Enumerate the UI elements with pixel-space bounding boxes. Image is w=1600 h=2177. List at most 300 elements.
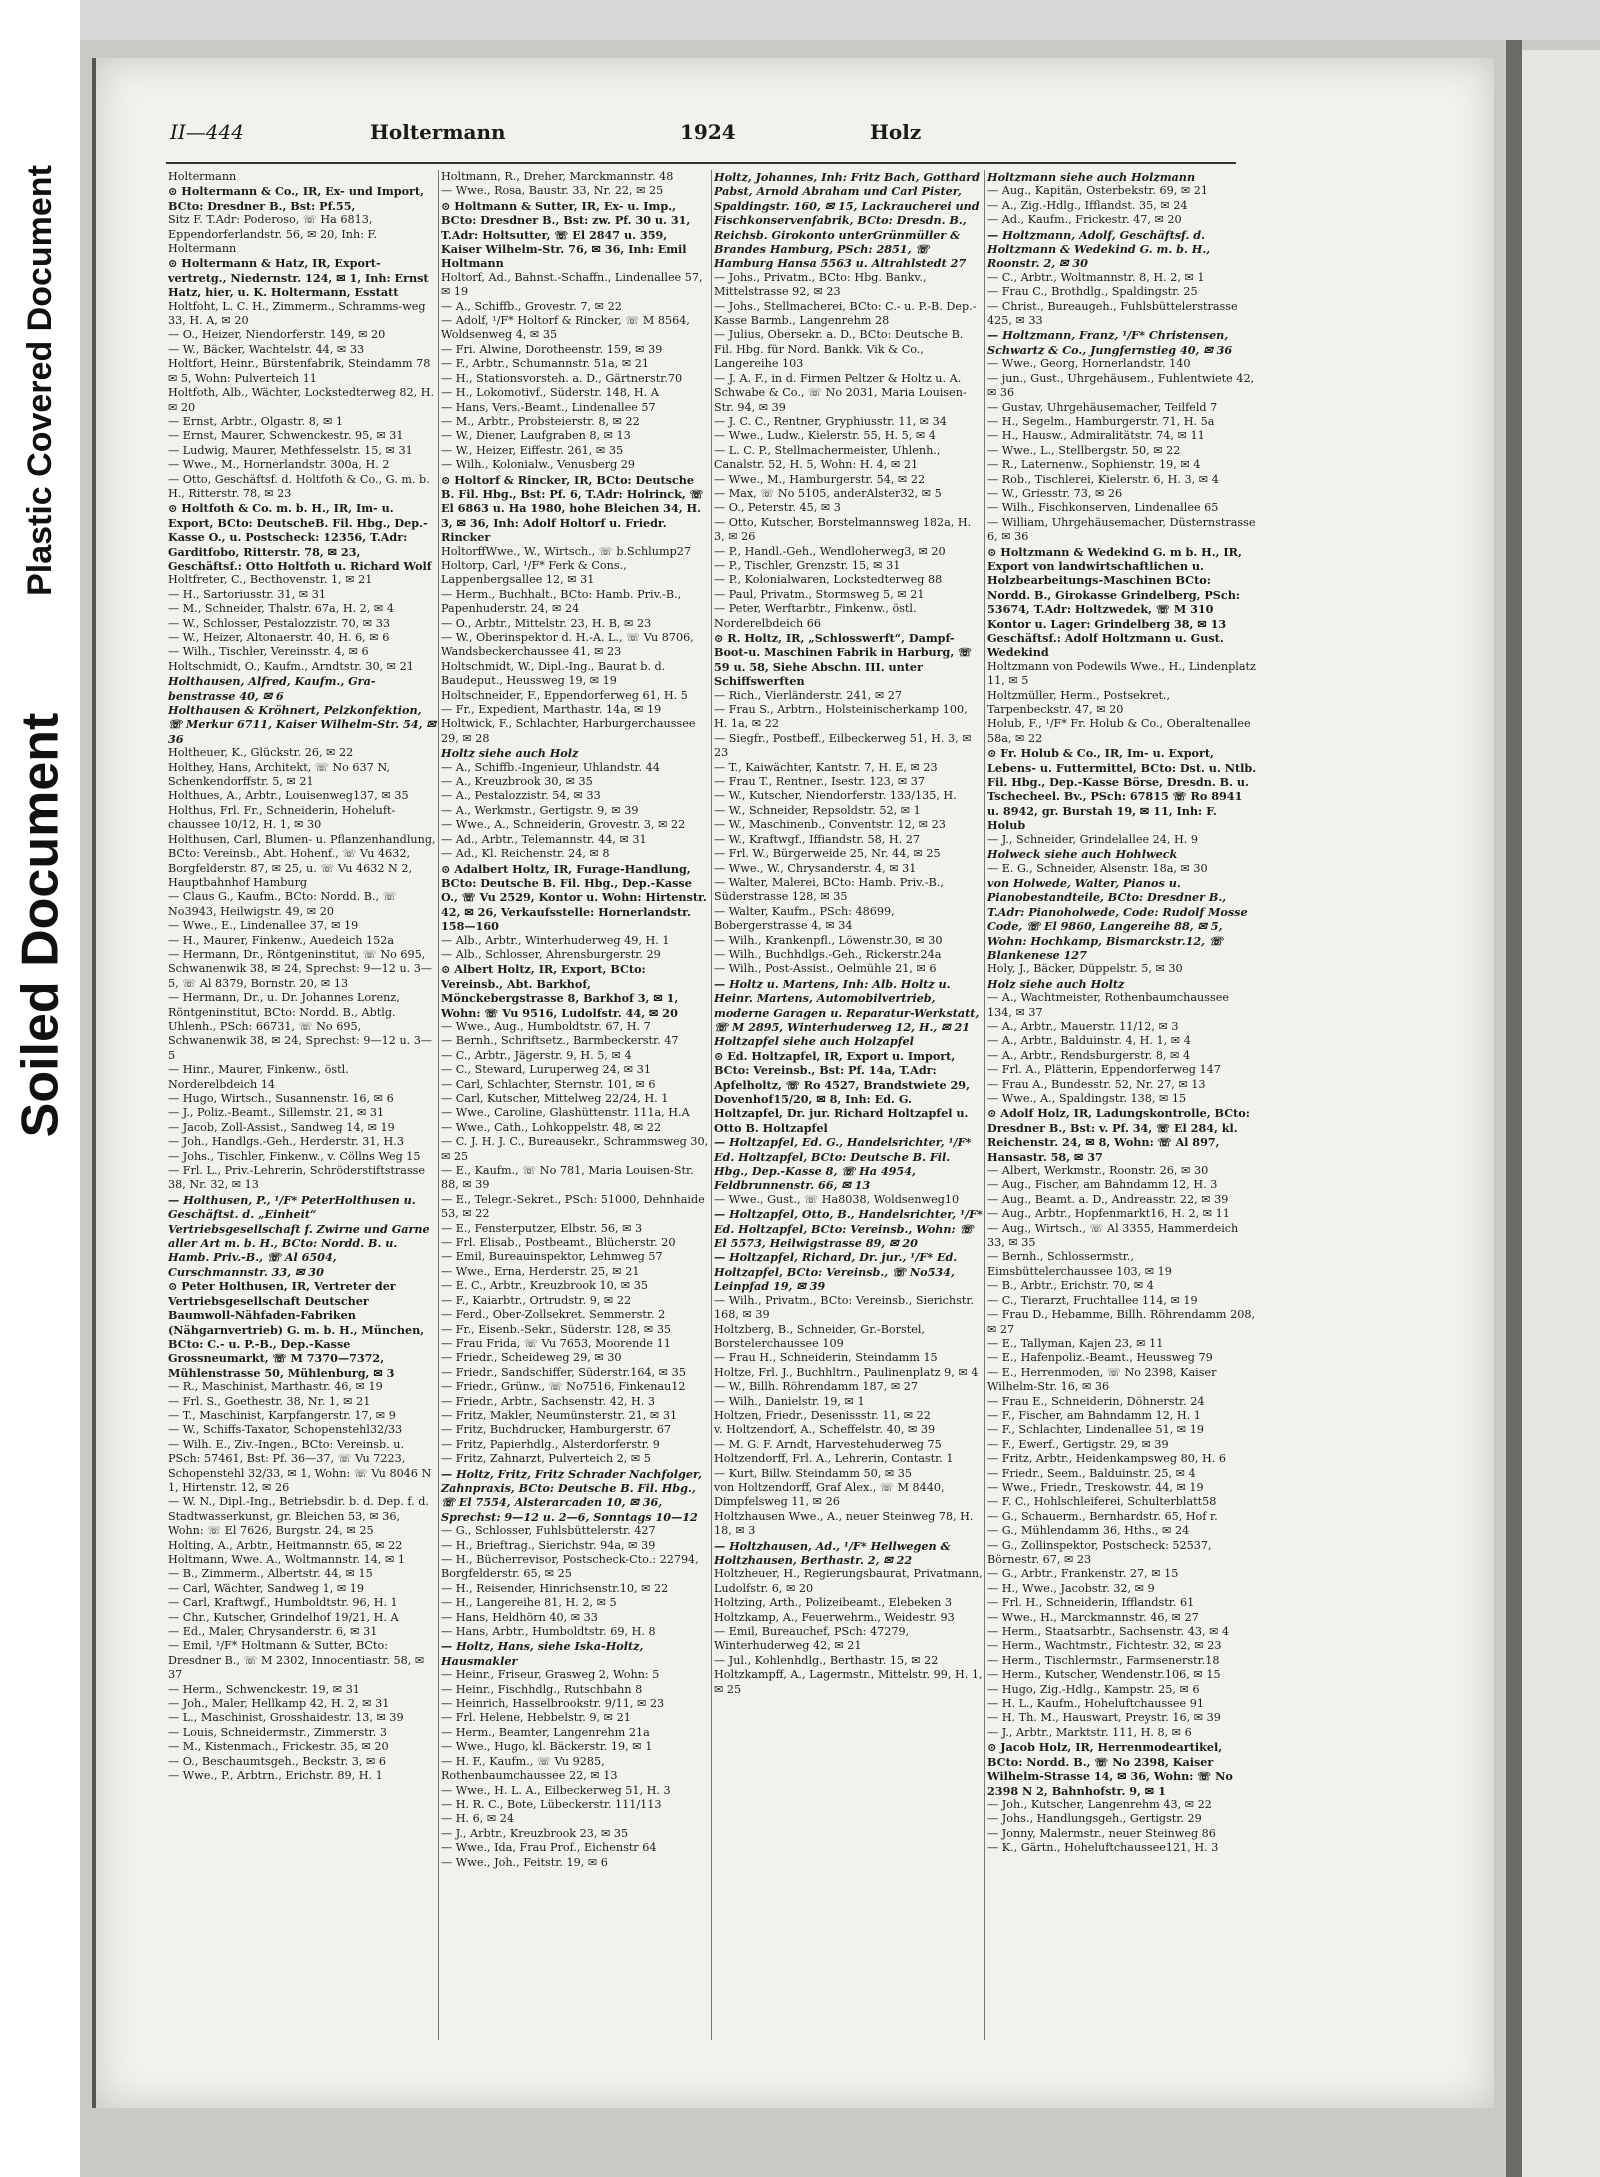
directory-entry: — W., Billh. Röhrendamm 187, ✉ 27 bbox=[714, 1380, 919, 1394]
directory-entry: — Hans, Arbtr., Humboldtstr. 69, H. 8 bbox=[441, 1625, 656, 1639]
directory-entry: — Frau H., Schneiderin, Steindamm 15 bbox=[714, 1351, 938, 1365]
directory-entry: — W., Heizer, Eiffestr. 261, ✉ 35 bbox=[441, 443, 624, 457]
directory-entry: — Fr., Expedient, Marthastr. 14a, ✉ 19 bbox=[441, 703, 662, 717]
directory-entry: Holtzmüller, Herm., Postsekret., Tarpenbeckstr. 47, ✉ 20 bbox=[987, 688, 1171, 717]
directory-entry: Sitz F. T.Adr: Poderoso, ☏ Ha 6813, Eppendorferlandstr. 56, ✉ 20, Inh: F. Holtermann bbox=[168, 213, 378, 256]
directory-entry: Holtfreter, C., Becthovenstr. 1, ✉ 21 bbox=[168, 573, 373, 587]
directory-entry: — H., Langereihe 81, H. 2, ✉ 5 bbox=[441, 1596, 617, 1610]
directory-entry: — William, Uhrgehäusemacher, Düsternstrasse 6, ✉ 36 bbox=[987, 515, 1256, 544]
directory-entry: — B., Zimmerm., Albertstr. 44, ✉ 15 bbox=[168, 1567, 373, 1581]
header-left-word: Holtermann bbox=[370, 120, 506, 144]
directory-entry: — Aug., Kapitän, Osterbekstr. 69, ✉ 21 bbox=[987, 184, 1209, 198]
directory-entry: — Frl. H., Schneiderin, Ifflandstr. 61 bbox=[987, 1596, 1195, 1610]
directory-entry: Holtzmann von Podewils Wwe., H., Lindenplatz 11, ✉ 5 bbox=[987, 659, 1256, 688]
directory-entry: Holtzing, Arth., Polizeibeamt., Elebeken 3 bbox=[714, 1596, 953, 1610]
directory-entry: v. Holtzendorf, A., Scheffelstr. 40, ✉ 39 bbox=[714, 1423, 936, 1437]
directory-entry: — Hinr., Maurer, Finkenw., östl. Norderelbdeich 14 bbox=[168, 1063, 349, 1091]
directory-entry: — Ernst, Maurer, Schwenckestr. 95, ✉ 31 bbox=[168, 429, 404, 443]
directory-entry: — J., Arbtr., Kreuzbrook 23, ✉ 35 bbox=[441, 1826, 629, 1840]
directory-entry: Holthusen, Carl, Blumen- u. Pflanzenhandlung, BCto: Vereinsb., Abt. Hohenf., ☏ Vu 4632, Borgfelderstr. 87, ✉ 25, u. ☏ Vu 4632 N 2, Hauptbahnhof Hamburg bbox=[168, 832, 436, 889]
directory-entry: — Wwe., Ida, Frau Prof., Eichenstr 64 bbox=[441, 1841, 657, 1855]
directory-entry: — Hans, Heldhörn 40, ✉ 33 bbox=[441, 1610, 598, 1624]
directory-entry: — J., Poliz.-Beamt., Sillemstr. 21, ✉ 31 bbox=[168, 1106, 385, 1120]
directory-entry: — Herm., Beamter, Langenrehm 21a bbox=[441, 1725, 650, 1739]
directory-entry: Holtzmann siehe auch Holzmann bbox=[987, 170, 1196, 184]
directory-entry: von Holtzendorff, Graf Alex., ☏ M 8440, Dimpfelsweg 11, ✉ 26 bbox=[714, 1480, 945, 1509]
directory-page bbox=[92, 58, 1494, 2108]
book-gutter bbox=[1506, 40, 1522, 2177]
directory-entry: — Carl, Schlachter, Sternstr. 101, ✉ 6 bbox=[441, 1077, 656, 1091]
directory-entry: — Wwe., Ludw., Kielerstr. 55, H. 5, ✉ 4 bbox=[714, 429, 936, 443]
directory-entry: — Wwe., Hugo, kl. Bäckerstr. 19, ✉ 1 bbox=[441, 1740, 653, 1754]
directory-entry: — Gustav, Uhrgehäusemacher, Teilfeld 7 bbox=[987, 400, 1218, 414]
directory-entry: Holthausen, Alfred, Kaufm., Gra-benstrasse 40, ✉ 6 bbox=[168, 674, 376, 703]
header-year: 1924 bbox=[680, 120, 736, 144]
directory-entry: — W., Diener, Laufgraben 8, ✉ 13 bbox=[441, 429, 631, 443]
directory-entry: — Wilh. E., Ziv.-Ingen., BCto: Vereinsb. u. PSch: 57461, Bst: Pf. 36—37, ☏ Vu 7223, Schopenstehl 32/33, ✉ 1, Wohn: ☏ Vu 8046 N 1, Hirtenstr. 12, ✉ 26 bbox=[168, 1437, 432, 1494]
directory-entry: — Friedr., Grünw., ☏ No7516, Finkenau12 bbox=[441, 1380, 686, 1394]
directory-entry: — Holtzmann, Adolf, Geschäftsf. d. Holtzmann & Wedekind G. m. b. H., Roonstr. 2, ✉ 30 bbox=[987, 227, 1211, 271]
directory-entry: — Herm., Buchhalt., BCto: Hamb. Priv.-B., Papenhuderstr. 24, ✉ 24 bbox=[441, 587, 682, 616]
directory-entry: — Hans, Vers.-Beamt., Lindenallee 57 bbox=[441, 400, 656, 414]
directory-entry: — H., Brieftrag., Sierichstr. 94a, ✉ 39 bbox=[441, 1538, 656, 1552]
directory-entry: — Wwe., Rosa, Baustr. 33, Nr. 22, ✉ 25 bbox=[441, 184, 664, 198]
directory-entry: — A., Arbtr., Rendsburgerstr. 8, ✉ 4 bbox=[987, 1048, 1191, 1062]
directory-entry: — E., Fensterputzer, Elbstr. 56, ✉ 3 bbox=[441, 1221, 643, 1235]
directory-entry: — E., Telegr.-Sekret., PSch: 51000, Dehnhaide 53, ✉ 22 bbox=[441, 1192, 705, 1221]
directory-entry: — Heinr., Fischhdlg., Rutschbahn 8 bbox=[441, 1682, 643, 1696]
directory-entry: — Hugo, Zig.-Hdlg., Kampstr. 25, ✉ 6 bbox=[987, 1682, 1200, 1696]
directory-entry: — Peter, Werftarbtr., Finkenw., östl. Norderelbdeich 66 bbox=[714, 602, 917, 630]
directory-entry: — Joh., Maler, Hellkamp 42, H. 2, ✉ 31 bbox=[168, 1697, 390, 1711]
directory-entry: — W., Bäcker, Wachtelstr. 44, ✉ 33 bbox=[168, 342, 365, 356]
directory-entry: — Wwe., Georg, Hornerlandstr. 140 bbox=[987, 357, 1191, 371]
directory-entry: — O., Peterstr. 45, ✉ 3 bbox=[714, 501, 841, 515]
directory-entry: ⊙ Holtfoth & Co. m. b. H., IR, Im- u. Export, BCto: DeutscheB. Fil. Hbg., Dep.-Kasse O., u. Postscheck: 12356, T.Adr: Garditfobo, Ritterstr. 78, ✉ 23, Geschäftsf.: Otto Holtfoth u. Richard Wolf bbox=[168, 501, 432, 573]
directory-entry: — Holtzmann, Franz, ¹/F* Christensen, Schwartz & Co., Jungfernstieg 40, ✉ 36 bbox=[987, 328, 1233, 357]
stamp-plastic-covered-text: Plastic Covered Document bbox=[20, 164, 59, 596]
directory-entry: — Alb., Arbtr., Winterhuderweg 49, H. 1 bbox=[441, 933, 670, 947]
entries-column-1 bbox=[168, 170, 438, 2050]
directory-entry: — Adolf, ¹/F* Holtorf & Rincker, ☏ M 8564, Woldsenweg 4, ✉ 35 bbox=[441, 314, 690, 342]
directory-entry: Holtorf, Ad., Bahnst.-Schaffn., Lindenallee 57, ✉ 19 bbox=[441, 270, 703, 299]
directory-entry: — Jonny, Malermstr., neuer Steinweg 86 bbox=[987, 1826, 1216, 1840]
directory-entry: — Walter, Kaufm., PSch: 48699, Bobergerstrasse 4, ✉ 34 bbox=[714, 904, 895, 933]
directory-entry: Holtzheuer, H., Regierungsbaurat, Privatmann, Ludolfstr. 6, ✉ 20 bbox=[714, 1567, 983, 1595]
directory-entry: — Frl. A., Plätterin, Eppendorferweg 147 bbox=[987, 1063, 1221, 1077]
directory-entry: — Carl, Wächter, Sandweg 1, ✉ 19 bbox=[168, 1581, 365, 1595]
directory-entry: — O., Heizer, Niendorferstr. 149, ✉ 20 bbox=[168, 328, 386, 342]
header-rule bbox=[166, 162, 1236, 164]
directory-entry: — Wwe., Caroline, Glashüttenstr. 111a, H.A bbox=[441, 1106, 690, 1120]
directory-entry: — Frau D., Hebamme, Billh. Röhrendamm 208, ✉ 27 bbox=[987, 1308, 1256, 1336]
directory-entry: — Bernh., Schlossermstr., Eimsbüttelerchaussee 103, ✉ 19 bbox=[987, 1250, 1172, 1278]
directory-entry: — W., Oberinspektor d. H.-A. L., ☏ Vu 8706, Wandsbeckerchaussee 41, ✉ 23 bbox=[441, 631, 694, 659]
directory-entry: — Wilh., Krankenpfl., Löwenstr.30, ✉ 30 bbox=[714, 933, 943, 947]
directory-entry: — Wwe., L., Stellbergstr. 50, ✉ 22 bbox=[987, 443, 1181, 457]
directory-entry: — Wwe., A., Schneiderin, Grovestr. 3, ✉ 22 bbox=[441, 818, 686, 832]
directory-entry: — Claus G., Kaufm., BCto: Nordd. B., ☏ No3943, Heilwigstr. 49, ✉ 20 bbox=[168, 890, 397, 918]
directory-entry: Holtwick, F., Schlachter, Harburgerchaussee 29, ✉ 28 bbox=[441, 717, 696, 745]
directory-entry: — Friedr., Arbtr., Sachsenstr. 42, H. 3 bbox=[441, 1394, 656, 1408]
directory-entry: — G., Schlosser, Fuhlsbüttelerstr. 427 bbox=[441, 1524, 656, 1538]
directory-entry: — H., Bücherrevisor, Postscheck-Cto.: 22794, Borgfelderstr. 65, ✉ 25 bbox=[441, 1553, 699, 1581]
directory-entry: — M., Schneider, Thalstr. 67a, H. 2, ✉ 4 bbox=[168, 602, 394, 616]
directory-entry: HoltorffWwe., W., Wirtsch., ☏ b.Schlump27 bbox=[441, 544, 691, 558]
column-divider bbox=[984, 170, 985, 2040]
directory-entry: — Wwe., Erna, Herderstr. 25, ✉ 21 bbox=[441, 1264, 640, 1278]
directory-entry: — Alb., Schlosser, Ahrensburgerstr. 29 bbox=[441, 947, 661, 961]
directory-entry: — Jacob, Zoll-Assist., Sandweg 14, ✉ 19 bbox=[168, 1120, 395, 1134]
directory-entry: — Aug., Beamt. a. D., Andreasstr. 22, ✉ 39 bbox=[987, 1192, 1229, 1206]
directory-entry: — J. C. C., Rentner, Gryphiusstr. 11, ✉ 34 bbox=[714, 414, 947, 428]
directory-entry: — Frau C., Brothdlg., Spaldingstr. 25 bbox=[987, 285, 1198, 299]
directory-entry: Holtmann, Wwe. A., Woltmannstr. 14, ✉ 1 bbox=[168, 1553, 406, 1566]
directory-entry: — W., Kraftwgf., Iffiandstr. 58, H. 27 bbox=[714, 832, 921, 846]
directory-entry: — Johs., Stellmacherei, BCto: C.- u. P.-B. Dep.-Kasse Barmb., Langenrehm 28 bbox=[714, 299, 977, 328]
entries-column-3 bbox=[714, 170, 984, 2050]
directory-entry: — Wilh., Kolonialw., Venusberg 29 bbox=[441, 458, 636, 472]
directory-entry: — J., Arbtr., Marktstr. 111, H. 8, ✉ 6 bbox=[987, 1725, 1192, 1739]
directory-entry: — Frau S., Arbtrn., Holsteinischerkamp 100, H. 1a, ✉ 22 bbox=[714, 703, 968, 731]
directory-entry: — A., Werkmstr., Gertigstr. 9, ✉ 39 bbox=[441, 803, 639, 817]
directory-entry: — A., Zig.-Hdlg., Ifflandst. 35, ✉ 24 bbox=[987, 198, 1188, 212]
directory-entry: — Johs., Privatm., BCto: Hbg. Bankv., Mittelstrasse 92, ✉ 23 bbox=[714, 270, 927, 299]
directory-entry: — H. Th. M., Hauswart, Preystr. 16, ✉ 39 bbox=[987, 1711, 1221, 1725]
directory-entry: — Wilh., Post-Assist., Oelmühle 21, ✉ 6 bbox=[714, 962, 937, 976]
directory-entry: — Chr., Kutscher, Grindelhof 19/21, H. A bbox=[168, 1610, 399, 1624]
directory-entry: — Bernh., Schriftsetz., Barmbeckerstr. 47 bbox=[441, 1034, 679, 1048]
directory-entry: — Christ., Bureaugeh., Fuhlsbüttelerstrasse 425, ✉ 33 bbox=[987, 299, 1238, 328]
directory-entry: — Frl. W., Bürgerweide 25, Nr. 44, ✉ 25 bbox=[714, 847, 941, 861]
directory-entry: — Holtz, Fritz, Fritz Schrader Nachfolger, Zahnpraxis, BCto: Deutsche B. Fil. Hbg., ☏ El 7554, Alsterarcaden 10, ✉ 36, Sprechst: 9—12 u. 2—6, Sonntags 10—12 bbox=[441, 1466, 702, 1524]
directory-entry: — Johs., Handlungsgeh., Gertigstr. 29 bbox=[987, 1812, 1202, 1826]
directory-entry: — W. N., Dipl.-Ing., Betriebsdir. b. d. Dep. f. d. Stadtwasserkunst, gr. Bleichen 53, ✉ 36, Wohn: ☏ El 7626, Burgstr. 24, ✉ 25 bbox=[168, 1495, 429, 1538]
directory-entry: — Holtzapfel, Ed. G., Handelsrichter, ¹/F* Ed. Holtzapfel, BCto: Deutsche B. Fil. Hbg., Dep.-Kasse 8, ☏ Ha 4954, Feldbrunnenstr. 66, ✉ 13 bbox=[714, 1135, 972, 1193]
directory-entry: — O., Beschaumtsgeh., Beckstr. 3, ✉ 6 bbox=[168, 1754, 386, 1768]
directory-entry: Holtermann bbox=[168, 170, 237, 183]
directory-entry: — Friedr., Scheideweg 29, ✉ 30 bbox=[441, 1351, 622, 1365]
directory-entry: — C., Arbtr., Jägerstr. 9, H. 5, ✉ 4 bbox=[441, 1048, 632, 1062]
directory-entry: — Heinrich, Hasselbrookstr. 9/11, ✉ 23 bbox=[441, 1697, 665, 1711]
directory-entry: — Aug., Fischer, am Bahndamm 12, H. 3 bbox=[987, 1178, 1218, 1192]
directory-entry: — H. F., Kaufm., ☏ Vu 9285, Rothenbaumchaussee 22, ✉ 13 bbox=[441, 1754, 618, 1783]
directory-entry: — P., Tischler, Grenzstr. 15, ✉ 31 bbox=[714, 558, 901, 572]
directory-entry: Holtfoth, Alb., Wächter, Lockstedterweg 82, H. ✉ 20 bbox=[168, 386, 435, 414]
directory-entry: — Aug., Arbtr., Hopfenmarkt16, H. 2, ✉ 11 bbox=[987, 1207, 1230, 1221]
directory-entry: — Holtzapfel, Otto, B., Handelsrichter, ¹/F* Ed. Holtzapfel, BCto: Vereinsb., Wohn: ☏ El 5573, Heilwigstrasse 89, ✉ 20 bbox=[714, 1207, 983, 1251]
directory-entry: — Frl. L., Priv.-Lehrerin, Schröderstiftstrasse 38, Nr. 32, ✉ 13 bbox=[168, 1164, 426, 1192]
directory-entry: — Walter, Malerei, BCto: Hamb. Priv.-B., Süderstrasse 128, ✉ 35 bbox=[714, 875, 944, 904]
directory-entry: — Herm., Kutscher, Wendenstr.106, ✉ 15 bbox=[987, 1668, 1221, 1682]
directory-entry: — Wilh., Danielstr. 19, ✉ 1 bbox=[714, 1394, 865, 1408]
directory-entry: Holtzendorff, Frl. A., Lehrerin, Contastr. 1 bbox=[714, 1452, 954, 1466]
directory-entry: — Holtzapfel, Richard, Dr. jur., ¹/F* Ed. Holtzapfel, BCto: Vereinsb., ☏ No534, Leinpfad 19, ✉ 39 bbox=[714, 1250, 958, 1294]
directory-entry: — Friedr., Seem., Balduinstr. 25, ✉ 4 bbox=[987, 1466, 1196, 1480]
directory-entry: — Otto, Kutscher, Borstelmannsweg 182a, H. 3, ✉ 26 bbox=[714, 515, 972, 544]
directory-entry: — Wwe., Friedr., Treskowstr. 44, ✉ 19 bbox=[987, 1480, 1204, 1494]
directory-entry: ⊙ Holtermann & Hatz, IR, Export-vertretg., Niedernstr. 124, ✉ 1, Inh: Ernst Hatz, hier, u. K. Holtermann, Esstatt bbox=[168, 256, 429, 300]
directory-entry: — H., Hausw., Admiralitätstr. 74, ✉ 11 bbox=[987, 429, 1205, 443]
directory-entry: Holtfoht, L. C. H., Zimmerm., Schramms-weg 33, H. A, ✉ 20 bbox=[168, 299, 426, 328]
directory-entry: — E. G., Schneider, Alsenstr. 18a, ✉ 30 bbox=[987, 861, 1208, 875]
directory-entry: — G., Schauerm., Bernhardstr. 65, Hof r. bbox=[987, 1509, 1218, 1523]
directory-entry: — G., Mühlendamm 36, Hths., ✉ 24 bbox=[987, 1524, 1190, 1538]
directory-entry: — K., Gärtn., Hoheluftchaussee121, H. 3 bbox=[987, 1841, 1219, 1855]
directory-entry: — Frl. S., Goethestr. 38, Nr. 1, ✉ 21 bbox=[168, 1394, 371, 1408]
directory-entry: ⊙ Holtorf & Rincker, IR, BCto: Deutsche B. Fil. Hbg., Bst: Pf. 6, T.Adr: Holrinck, ☏ El 6863 u. Ha 1980, hohe Bleichen 34, H. 3, ✉ 36, Inh: Adolf Holtorf u. Friedr. Rincker bbox=[441, 472, 704, 545]
directory-entry: — Fritz, Buchdrucker, Hamburgerstr. 67 bbox=[441, 1423, 672, 1437]
directory-entry: — Wwe., Cath., Lohkoppelstr. 48, ✉ 22 bbox=[441, 1120, 662, 1134]
directory-entry: — M., Kistenmach., Frickestr. 35, ✉ 20 bbox=[168, 1740, 389, 1754]
directory-entry: ⊙ Fr. Holub & Co., IR, Im- u. Export, Lebens- u. Futtermittel, BCto: Dst. u. Ntlb. Fil. Hbg., Dep.-Kasse Börse, Dresdn. B. u. Tschecheel. Bv., PSch: 67815 ☏ Ro 8941 u. 8942, gr. Burstah 19, ✉ 11, Inh: F. Holub bbox=[987, 746, 1257, 833]
directory-entry: — Wwe., P., Arbtrn., Erichstr. 89, H. 1 bbox=[168, 1769, 383, 1783]
directory-entry: — Wilh., Privatm., BCto: Vereinsb., Sierichstr. 168, ✉ 39 bbox=[714, 1293, 975, 1322]
directory-entry: — W., Schlosser, Pestalozzistr. 70, ✉ 33 bbox=[168, 616, 390, 630]
directory-entry: Holtorp, Carl, ¹/F* Ferk & Cons., Lappenbergsallee 12, ✉ 31 bbox=[441, 558, 627, 587]
directory-entry: — Hermann, Dr., Röntgeninstitut, ☏ No 695, Schwanenwik 38, ✉ 24, Sprechst: 9—12 u. 3—5, ☏ Al 8379, Bornstr. 20, ✉ 13 bbox=[168, 947, 433, 990]
directory-entry: — W., Maschinenb., Conventstr. 12, ✉ 23 bbox=[714, 818, 946, 832]
directory-entry: ⊙ Albert Holtz, IR, Export, BCto: Vereinsb., Abt. Barkhof, Mönckebergstrasse 8, Barkhof 3, ✉ 1, Wohn: ☏ Vu 9516, Ludolfstr. 44, ✉ 20 bbox=[441, 962, 679, 1020]
directory-entry: — Frl. Helene, Hebbelstr. 9, ✉ 21 bbox=[441, 1711, 631, 1725]
directory-entry: — Emil, Bureauinspektor, Lehmweg 57 bbox=[441, 1250, 663, 1264]
directory-entry: — H. 6, ✉ 24 bbox=[441, 1812, 515, 1826]
directory-entry: — Wwe., H., Marckmannstr. 46, ✉ 27 bbox=[987, 1610, 1199, 1624]
directory-entry: — R., Maschinist, Marthastr. 46, ✉ 19 bbox=[168, 1380, 383, 1394]
directory-entry: Holtze, Frl. J., Buchhltrn., Paulinenplatz 9, ✉ 4 bbox=[714, 1365, 979, 1379]
directory-entry: — G., Arbtr., Frankenstr. 27, ✉ 15 bbox=[987, 1567, 1179, 1581]
directory-entry: — C., Arbtr., Woltmannstr. 8, H. 2, ✉ 1 bbox=[987, 270, 1205, 284]
directory-entry: — Wwe., M., Hamburgerstr. 54, ✉ 22 bbox=[714, 472, 926, 486]
directory-entry: ⊙ Adalbert Holtz, IR, Furage-Handlung, BCto: Deutsche B. Fil. Hbg., Dep.-Kasse O., ☏ Vu 2529, Kontor u. Wohn: Hirtenstr. 42, ✉ 26, Verkaufsstelle: Hornerlandstr. 158—160 bbox=[441, 861, 707, 934]
directory-entry: — Paul, Privatm., Stormsweg 5, ✉ 21 bbox=[714, 587, 925, 601]
directory-entry: — H. R. C., Bote, Lübeckerstr. 111/113 bbox=[441, 1797, 662, 1811]
directory-entry: — W., Schiffs-Taxator, Schopenstehl32/33 bbox=[168, 1423, 403, 1437]
directory-entry: ⊙ Adolf Holz, IR, Ladungskontrolle, BCto: Dresdner B., Bst: v. Pf. 34, ☏ El 284, kl. Reichenstr. 24, ✉ 8, Wohn: ☏ Al 897, Hansastr. 58, ✉ 37 bbox=[987, 1106, 1250, 1164]
entries-column-4 bbox=[987, 170, 1257, 2050]
directory-entry: Holtz siehe auch Holz bbox=[441, 746, 579, 761]
directory-entry: — Ed., Maler, Chrysanderstr. 6, ✉ 31 bbox=[168, 1625, 378, 1639]
directory-entry: — Wwe., Aug., Humboldtstr. 67, H. 7 bbox=[441, 1019, 651, 1033]
entries-column-2 bbox=[441, 170, 711, 2050]
directory-entry: — Holthusen, P., ¹/F* PeterHolthusen u. Geschäftst. d. „Einheit“ Vertriebsgesellschaft f. Zwirne und Garne aller Art m. b. H., BCto: Nordd. B. u. Hamb. Priv.-B., ☏ Al 6504, Curschmannstr. 33, ✉ 30 bbox=[168, 1192, 430, 1279]
directory-entry: — Julius, Obersekr. a. D., BCto: Deutsche B. Fil. Hbg. für Nord. Bankk. Vik & Co., Langereihe 103 bbox=[714, 328, 964, 371]
directory-entry: ⊙ Holtermann & Co., IR, Ex- und Import, BCto: Dresdner B., Bst: Pf.55, bbox=[168, 184, 424, 213]
directory-entry: Holtschmidt, W., Dipl.-Ing., Baurat b. d. Baudeput., Heussweg 19, ✉ 19 bbox=[441, 659, 666, 688]
directory-entry: — E., Hafenpoliz.-Beamt., Heussweg 79 bbox=[987, 1351, 1213, 1365]
directory-entry: Holting, A., Arbtr., Heitmannstr. 65, ✉ 22 bbox=[168, 1538, 403, 1552]
directory-entry: Holtzberg, B., Schneider, Gr.-Borstel, Borstelerchaussee 109 bbox=[714, 1322, 925, 1350]
directory-entry: — E. C., Arbtr., Kreuzbrook 10, ✉ 35 bbox=[441, 1279, 648, 1293]
directory-entry: — E., Herrenmoden, ☏ No 2398, Kaiser Wilhelm-Str. 16, ✉ 36 bbox=[987, 1365, 1217, 1394]
directory-entry: — Holtz u. Martens, Inh: Alb. Holtz u. Heinr. Martens, Automobilvertrieb, moderne Garagen u. Reparatur-Werkstatt, ☏ M 2895, Winterhuderweg 12, H., ✉ 21 bbox=[714, 976, 980, 1034]
stamp-soiled bbox=[10, 690, 70, 1160]
directory-entry: — P., Handl.-Geh., Wendloherweg3, ✉ 20 bbox=[714, 544, 946, 558]
directory-entry: — Fritz, Makler, Neumünsterstr. 21, ✉ 31 bbox=[441, 1408, 678, 1422]
directory-entry: — Wwe., W., Chrysanderstr. 4, ✉ 31 bbox=[714, 861, 917, 875]
directory-entry: Holthausen & Kröhnert, Pelzkonfektion, ☏ Merkur 6711, Kaiser Wilhelm-Str. 54, ✉ 36 bbox=[168, 703, 436, 746]
directory-entry: — A., Kreuzbrook 30, ✉ 35 bbox=[441, 775, 593, 789]
directory-entry: — Fr., Eisenb.-Sekr., Süderstr. 128, ✉ 35 bbox=[441, 1322, 672, 1336]
directory-entry: — A., Arbtr., Balduinstr. 4, H. 1, ✉ 4 bbox=[987, 1034, 1191, 1048]
directory-entry: — H., Stationsvorsteh. a. D., Gärtnerstr.70 bbox=[441, 371, 683, 385]
directory-entry: Holtschneider, F., Eppendorferweg 61, H. 5 bbox=[441, 688, 688, 702]
directory-entry: — T., Kaiwächter, Kantstr. 7, H. E, ✉ 23 bbox=[714, 760, 938, 774]
directory-entry: ⊙ Ed. Holtzapfel, IR, Export u. Import, BCto: Vereinsb., Bst: Pf. 14a, T.Adr: Apfelholtz, ☏ Ro 4527, Brandstwiete 29, Dovenhof15/20, ✉ 8, Inh: Ed. G. Holtzapfel, Dr. jur. Richard Holtzapfel u. Otto B. Holtzapfel bbox=[714, 1048, 970, 1135]
directory-entry: — Emil, Bureauchef, PSch: 47279, Winterhuderweg 42, ✉ 21 bbox=[714, 1625, 910, 1653]
directory-entry: — Otto, Geschäftsf. d. Holtfoth & Co., G. m. b. H., Ritterstr. 78, ✉ 23 bbox=[168, 472, 430, 500]
directory-entry: — H., Wwe., Jacobstr. 32, ✉ 9 bbox=[987, 1581, 1155, 1595]
directory-entry: — Carl, Kutscher, Mittelweg 22/24, H. 1 bbox=[441, 1092, 669, 1105]
directory-entry: — Ad., Arbtr., Telemannstr. 44, ✉ 31 bbox=[441, 832, 647, 846]
directory-entry: — O., Arbtr., Mittelstr. 23, H. B, ✉ 23 bbox=[441, 616, 652, 630]
directory-entry: — A., Pestalozzistr. 54, ✉ 33 bbox=[441, 789, 601, 803]
directory-entry: — Fritz, Papierhdlg., Alsterdorferstr. 9 bbox=[441, 1437, 660, 1451]
directory-entry: — Friedr., Sandschiffer, Süderstr.164, ✉ 35 bbox=[441, 1365, 686, 1379]
directory-entry: — Holtz, Hans, siehe Iska-Holtz, Hausmakler bbox=[441, 1639, 644, 1668]
directory-entry: — C., Steward, Luruperweg 24, ✉ 31 bbox=[441, 1063, 651, 1077]
directory-entry: — H., Maurer, Finkenw., Auedeich 152a bbox=[168, 933, 395, 947]
directory-entry: — Ad., Kaufm., Frickestr. 47, ✉ 20 bbox=[987, 213, 1182, 227]
directory-entry: — A., Arbtr., Mauerstr. 11/12, ✉ 3 bbox=[987, 1019, 1179, 1033]
directory-entry: — Frau T., Rentner., Isestr. 123, ✉ 37 bbox=[714, 775, 926, 789]
directory-entry: — W., Schneider, Repsoldstr. 52, ✉ 1 bbox=[714, 803, 921, 817]
directory-entry: — F., Schlachter, Lindenallee 51, ✉ 19 bbox=[987, 1423, 1204, 1437]
directory-entry: — A., Wachtmeister, Rothenbaumchaussee 134, ✉ 37 bbox=[987, 991, 1229, 1019]
directory-entry: — Rob., Tischlerei, Kielerstr. 6, H. 3, ✉ 4 bbox=[987, 472, 1219, 486]
directory-entry: Holtz, Johannes, Inh: Fritz Bach, Gotthard Pabst, Arnold Abraham und Carl Pister, Spaldingstr. 160, ✉ 15, Lackraucherei und Fischkonservenfabrik, BCto: Dresdn. B., Reichsb. Girokonto unterGrünmüller & Brandes Hamburg, PSch: 2851, ☏ Hamburg Hansa 5563 u. Altrahlstedt 27 bbox=[714, 170, 980, 271]
directory-entry: — H., Lokomotivf., Süderstr. 148, H. A bbox=[441, 386, 659, 400]
directory-entry: — Albert, Werkmstr., Roonstr. 26, ✉ 30 bbox=[987, 1164, 1209, 1178]
directory-entry: Holtfort, Heinr., Bürstenfabrik, Steindamm 78 ✉ 5, Wohn: Pulverteich 11 bbox=[168, 357, 431, 385]
directory-entry: Holy, J., Bäcker, Düppelstr. 5, ✉ 30 bbox=[987, 962, 1183, 976]
directory-entry: — F., Arbtr., Schumannstr. 51a, ✉ 21 bbox=[441, 357, 649, 371]
stamp-soiled-text: Soiled Document bbox=[11, 712, 69, 1138]
adjacent-page bbox=[1522, 50, 1600, 2177]
directory-entry: — T., Maschinist, Karpfangerstr. 17, ✉ 9 bbox=[168, 1408, 396, 1422]
directory-entry: — F., Ewerf., Gertigstr. 29, ✉ 39 bbox=[987, 1437, 1169, 1451]
directory-entry: — G., Zollinspektor, Postscheck: 52537, Börnestr. 67, ✉ 23 bbox=[987, 1538, 1212, 1566]
directory-entry: — Rich., Vierländerstr. 241, ✉ 27 bbox=[714, 688, 902, 702]
directory-entry: — Ernst, Arbtr., Olgastr. 8, ✉ 1 bbox=[168, 414, 344, 428]
directory-entry: Holz siehe auch Holtz bbox=[987, 976, 1125, 991]
directory-entry: — Wwe., Joh., Feitstr. 19, ✉ 6 bbox=[441, 1855, 608, 1869]
directory-entry: — Aug., Wirtsch., ☏ Al 3355, Hammerdeich 33, ✉ 35 bbox=[987, 1221, 1239, 1250]
directory-entry: — Joh., Handlgs.-Geh., Herderstr. 31, H.3 bbox=[168, 1135, 404, 1149]
directory-entry: — A., Schiffb.-Ingenieur, Uhlandstr. 44 bbox=[441, 760, 660, 774]
directory-entry: — Ad., Kl. Reichenstr. 24, ✉ 8 bbox=[441, 847, 610, 861]
directory-entry: — Carl, Kraftwgf., Humboldtstr. 96, H. 1 bbox=[168, 1596, 398, 1610]
directory-entry: — Emil, ¹/F* Holtmann & Sutter, BCto: Dresdner B., ☏ M 2302, Innocentiastr. 58, ✉ 37 bbox=[168, 1639, 425, 1682]
directory-entry: — R., Laternenw., Sophienstr. 19, ✉ 4 bbox=[987, 458, 1201, 472]
directory-entry: Holtmann, R., Dreher, Marckmannstr. 48 bbox=[441, 170, 674, 183]
directory-entry: ⊙ Holtmann & Sutter, IR, Ex- u. Imp., BCto: Dresdner B., Bst: zw. Pf. 30 u. 31, T.Adr: Holtsutter, ☏ El 2847 u. 359, Kaiser Wilhelm-Str. 76, ✉ 36, Inh: Emil Holtmann bbox=[441, 198, 691, 271]
directory-entry: — Louis, Schneidermstr., Zimmerstr. 3 bbox=[168, 1725, 387, 1739]
directory-entry: — Holtzhausen, Ad., ¹/F* Hellwegen & Holtzhausen, Berthastr. 2, ✉ 22 bbox=[714, 1538, 951, 1567]
directory-entry: — Joh., Kutscher, Langenrehm 43, ✉ 22 bbox=[987, 1797, 1212, 1811]
directory-entry: — C., Tierarzt, Fruchtallee 114, ✉ 19 bbox=[987, 1293, 1198, 1307]
directory-entry: — Fritz, Zahnarzt, Pulverteich 2, ✉ 5 bbox=[441, 1452, 651, 1466]
directory-entry: — Herm., Schwenckestr. 19, ✉ 31 bbox=[168, 1682, 360, 1696]
directory-entry: — Frau E., Schneiderin, Döhnerstr. 24 bbox=[987, 1394, 1205, 1408]
directory-entry: — Fritz, Arbtr., Heidenkampsweg 80, H. 6 bbox=[987, 1452, 1226, 1466]
directory-entry: — Johs., Tischler, Finkenw., v. Cöllns Weg 15 bbox=[168, 1149, 421, 1163]
directory-entry: Holtzkampff, A., Lagermstr., Mittelstr. 99, H. 1, ✉ 25 bbox=[714, 1668, 983, 1696]
directory-entry: — H., Sartoriusstr. 31, ✉ 31 bbox=[168, 587, 326, 601]
directory-entry: — J. A. F., in d. Firmen Peltzer & Holtz u. A. Schwabe & Co., ☏ No 2031, Maria Louisen-Str. 94, ✉ 39 bbox=[714, 371, 967, 414]
directory-entry: — Ludwig, Maurer, Methfesselstr. 15, ✉ 31 bbox=[168, 443, 413, 457]
directory-entry: von Holwede, Walter, Pianos u. Pianobestandteile, BCto: Dresdner B., T.Adr: Pianoholwede, Code: Rudolf Mosse Code, ☏ El 9860, Langereihe 88, ✉ 5, Wohn: Hochkamp, Bismarckstr.12, ☏ Blankenese 127 bbox=[987, 875, 1248, 962]
directory-entry: — Max, ☏ No 5105, anderAlster32, ✉ 5 bbox=[714, 486, 942, 500]
stamp-plastic-covered bbox=[10, 100, 70, 660]
directory-entry: Holtzhausen Wwe., A., neuer Steinweg 78, H. 18, ✉ 3 bbox=[714, 1509, 974, 1538]
directory-entry: ⊙ Holtzmann & Wedekind G. m b. H., IR, Export von landwirtschaftlichen u. Holzbearbeitungs-Maschinen BCto: Nordd. B., Girokasse Grindelberg, PSch: 53674, T.Adr: Holtzwedek, ☏ M 310 Kontor u. Lager: Grindelberg 38, ✉ 13 Geschäftsf.: Adolf Holtzmann u. Gust. Wedekind bbox=[987, 544, 1242, 660]
directory-entry: — C. J. H. J. C., Bureausekr., Schrammsweg 30, ✉ 25 bbox=[441, 1135, 709, 1163]
directory-entry: — Wwe., A., Spaldingstr. 138, ✉ 15 bbox=[987, 1092, 1187, 1105]
directory-entry: Holthey, Hans, Architekt, ☏ No 637 N, Schenkendorffstr. 5, ✉ 21 bbox=[168, 760, 390, 789]
directory-entry: — Frl. Elisab., Postbeamt., Blücherstr. 20 bbox=[441, 1236, 676, 1250]
directory-entry: — Hermann, Dr., u. Dr. Johannes Lorenz, Röntgeninstitut, BCto: Nordd. B., Abtlg. Uhlenh., PSch: 66731, ☏ No 695, Schwanenwik 38, ✉ 24, Sprechst: 9—12 u. 3—5 bbox=[168, 991, 433, 1062]
directory-entry: — Wwe., M., Hornerlandstr. 300a, H. 2 bbox=[168, 458, 390, 472]
directory-entry: — Herm., Wachtmstr., Fichtestr. 32, ✉ 23 bbox=[987, 1639, 1222, 1653]
directory-entry: Holtheuer, K., Glückstr. 26, ✉ 22 bbox=[168, 746, 354, 760]
page-header bbox=[170, 120, 1235, 156]
directory-entry: — Fri. Alwine, Dorotheenstr. 159, ✉ 39 bbox=[441, 342, 663, 356]
directory-entry: — W., Kutscher, Niendorferstr. 133/135, H. bbox=[714, 789, 957, 803]
directory-entry: — Kurt, Billw. Steindamm 50, ✉ 35 bbox=[714, 1466, 913, 1480]
directory-entry: — Wilh., Fischkonserven, Lindenallee 65 bbox=[987, 501, 1219, 515]
directory-entry: — H. L., Kaufm., Hoheluftchaussee 91 bbox=[987, 1697, 1204, 1711]
directory-entry: Holtzkamp, A., Feuerwehrm., Weidestr. 93 bbox=[714, 1610, 955, 1624]
directory-entry: — E., Kaufm., ☏ No 781, Maria Louisen-Str. 88, ✉ 39 bbox=[441, 1164, 694, 1192]
directory-entry: Holtschmidt, O., Kaufm., Arndtstr. 30, ✉ 21 bbox=[168, 659, 414, 673]
directory-entry: — Frau A., Bundesstr. 52, Nr. 27, ✉ 13 bbox=[987, 1077, 1206, 1091]
directory-entry: — P., Kolonialwaren, Lockstedterweg 88 bbox=[714, 573, 943, 587]
directory-entry: — J., Schneider, Grindelallee 24, H. 9 bbox=[987, 832, 1198, 846]
directory-entry: — Wwe., E., Lindenallee 37, ✉ 19 bbox=[168, 919, 359, 933]
directory-entry: — F., Kaiarbtr., Ortrudstr. 9, ✉ 22 bbox=[441, 1293, 632, 1307]
directory-entry: — Hugo, Wirtsch., Susannenstr. 16, ✉ 6 bbox=[168, 1092, 394, 1105]
directory-entry: — jun., Gust., Uhrgehäusem., Fuhlentwiete 42, ✉ 36 bbox=[987, 371, 1255, 400]
directory-entry: — L. C. P., Stellmachermeister, Uhlenh., Canalstr. 52, H. 5, Wohn: H. 4, ✉ 21 bbox=[714, 443, 941, 472]
directory-entry: — Heinr., Friseur, Grasweg 2, Wohn: 5 bbox=[441, 1668, 660, 1682]
directory-entry: — E., Tallyman, Kajen 23, ✉ 11 bbox=[987, 1336, 1164, 1350]
directory-entry: — Siegfr., Postbeff., Eilbeckerweg 51, H. 3, ✉ 23 bbox=[714, 731, 972, 760]
page-number: II—444 bbox=[170, 120, 244, 144]
directory-entry: — Wwe., H. L. A., Eilbeckerweg 51, H. 3 bbox=[441, 1783, 671, 1797]
directory-entry: — L., Maschinist, Grosshaidestr. 13, ✉ 39 bbox=[168, 1711, 404, 1725]
stamp-strip bbox=[0, 0, 80, 2177]
directory-entry: Holtzapfel siehe auch Holzapfel bbox=[714, 1034, 914, 1049]
directory-entry: — A., Schiffb., Grovestr. 7, ✉ 22 bbox=[441, 299, 622, 313]
directory-entry: — W., Griesstr. 73, ✉ 26 bbox=[987, 486, 1123, 500]
directory-entry: — W., Heizer, Altonaerstr. 40, H. 6, ✉ 6 bbox=[168, 631, 390, 644]
directory-entry: — F. C., Hohlschleiferei, Schulterblatt58 bbox=[987, 1495, 1217, 1509]
directory-entry: — M. G. F. Arndt, Harvestehuderweg 75 bbox=[714, 1437, 942, 1451]
directory-entry: Holub, F., ¹/F* Fr. Holub & Co., Oberaltenallee 58a, ✉ 22 bbox=[987, 717, 1251, 745]
directory-entry: — Herm., Tischlermstr., Farmsenerstr.18 bbox=[987, 1653, 1220, 1667]
directory-entry: — Frau Frida, ☏ Vu 7653, Moorende 11 bbox=[441, 1336, 671, 1350]
directory-entry: — Wilh., Buchhdlgs.-Geh., Rickerstr.24a bbox=[714, 947, 942, 961]
header-right-word: Holz bbox=[870, 120, 922, 144]
directory-entry: — H., Reisender, Hinrichsenstr.10, ✉ 22 bbox=[441, 1581, 669, 1595]
column-divider bbox=[711, 170, 712, 2040]
directory-entry: Holweck siehe auch Hohlweck bbox=[987, 847, 1178, 862]
column-divider bbox=[438, 170, 439, 2040]
directory-entry: — Ferd., Ober-Zollsekret. Semmerstr. 2 bbox=[441, 1308, 666, 1322]
directory-entry: Holthues, A., Arbtr., Louisenweg137, ✉ 35 bbox=[168, 789, 409, 803]
directory-entry: — Wilh., Tischler, Vereinsstr. 4, ✉ 6 bbox=[168, 645, 369, 659]
